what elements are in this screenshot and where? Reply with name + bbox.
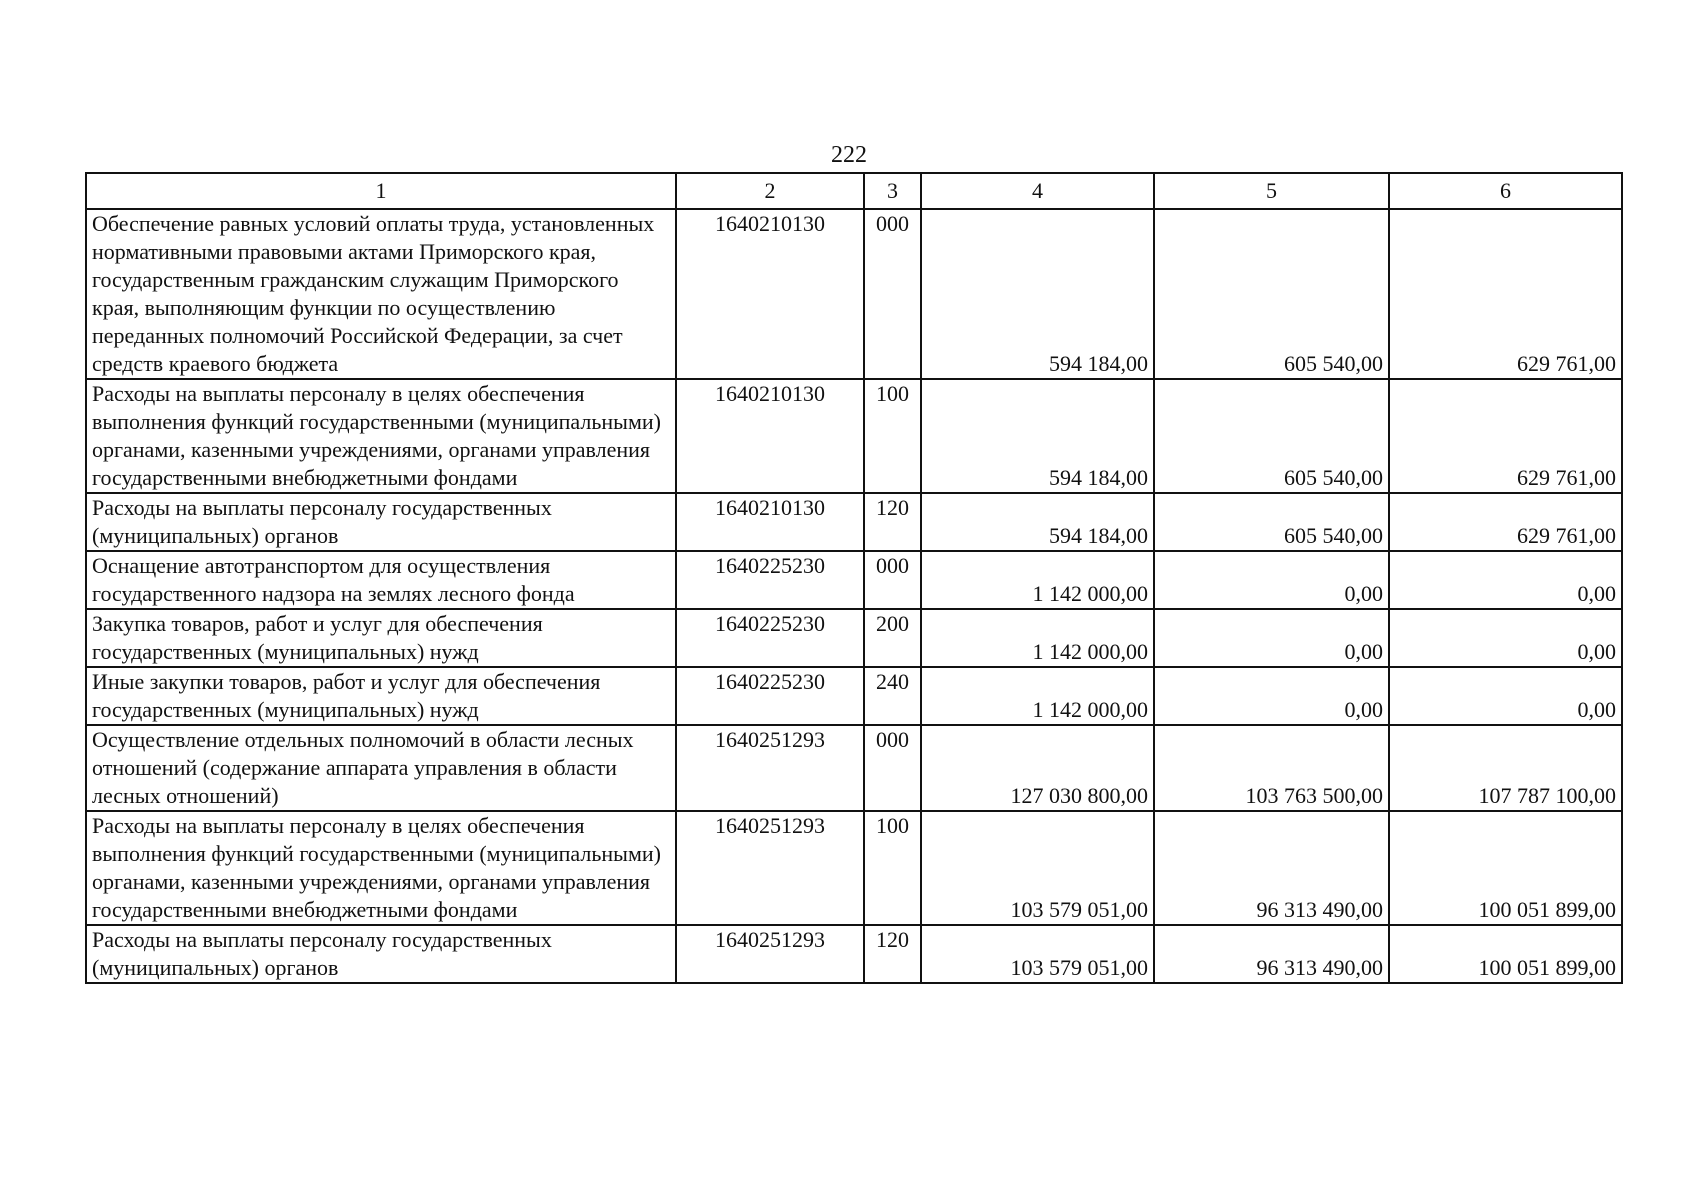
column-header-6: 6 bbox=[1389, 173, 1622, 209]
row-amount-col5: 605 540,00 bbox=[1154, 493, 1389, 551]
table-row bbox=[86, 811, 1622, 925]
row-amount-col4: 594 184,00 bbox=[921, 209, 1154, 379]
row-code: 1640210130 bbox=[676, 209, 864, 379]
row-kind: 100 bbox=[864, 811, 921, 925]
column-header-4: 4 bbox=[921, 173, 1154, 209]
row-amount-col6: 107 787 100,00 bbox=[1389, 725, 1622, 811]
row-amount-col6: 0,00 bbox=[1389, 551, 1622, 609]
row-description: Расходы на выплаты персоналу государственных (муниципальных) органов bbox=[86, 925, 676, 983]
row-amount-col4: 1 142 000,00 bbox=[921, 667, 1154, 725]
row-amount-col6: 0,00 bbox=[1389, 609, 1622, 667]
row-description: Расходы на выплаты персоналу в целях обеспечения выполнения функций государственными (муниципальными) органами, казенными учреждениями, органами управления государственными внебюджетными фондами bbox=[86, 811, 676, 925]
row-amount-col4: 1 142 000,00 bbox=[921, 609, 1154, 667]
row-amount-col5: 103 763 500,00 bbox=[1154, 725, 1389, 811]
row-amount-col6: 629 761,00 bbox=[1389, 209, 1622, 379]
row-kind: 000 bbox=[864, 725, 921, 811]
header-row bbox=[86, 173, 1622, 209]
row-description: Расходы на выплаты персоналу государственных (муниципальных) органов bbox=[86, 493, 676, 551]
row-amount-col6: 0,00 bbox=[1389, 667, 1622, 725]
row-code: 1640251293 bbox=[676, 725, 864, 811]
page-number: 222 bbox=[831, 142, 867, 168]
row-description: Закупка товаров, работ и услуг для обеспечения государственных (муниципальных) нужд bbox=[86, 609, 676, 667]
row-kind: 200 bbox=[864, 609, 921, 667]
row-amount-col4: 594 184,00 bbox=[921, 493, 1154, 551]
row-amount-col5: 96 313 490,00 bbox=[1154, 811, 1389, 925]
row-amount-col5: 605 540,00 bbox=[1154, 209, 1389, 379]
table-row bbox=[86, 551, 1622, 609]
row-amount-col4: 103 579 051,00 bbox=[921, 811, 1154, 925]
row-description: Осуществление отдельных полномочий в области лесных отношений (содержание аппарата управления в области лесных отношений) bbox=[86, 725, 676, 811]
row-amount-col4: 127 030 800,00 bbox=[921, 725, 1154, 811]
row-amount-col6: 100 051 899,00 bbox=[1389, 811, 1622, 925]
row-code: 1640225230 bbox=[676, 667, 864, 725]
row-code: 1640225230 bbox=[676, 609, 864, 667]
column-header-2: 2 bbox=[676, 173, 864, 209]
table-row bbox=[86, 725, 1622, 811]
row-amount-col5: 0,00 bbox=[1154, 551, 1389, 609]
row-code: 1640251293 bbox=[676, 811, 864, 925]
row-amount-col4: 103 579 051,00 bbox=[921, 925, 1154, 983]
table-row bbox=[86, 209, 1622, 379]
row-amount-col5: 96 313 490,00 bbox=[1154, 925, 1389, 983]
row-amount-col5: 0,00 bbox=[1154, 609, 1389, 667]
row-amount-col5: 605 540,00 bbox=[1154, 379, 1389, 493]
row-code: 1640251293 bbox=[676, 925, 864, 983]
row-description: Оснащение автотранспортом для осуществления государственного надзора на землях лесного фонда bbox=[86, 551, 676, 609]
table-row bbox=[86, 609, 1622, 667]
table-row bbox=[86, 493, 1622, 551]
row-kind: 000 bbox=[864, 551, 921, 609]
row-amount-col6: 100 051 899,00 bbox=[1389, 925, 1622, 983]
column-header-1: 1 bbox=[86, 173, 676, 209]
row-kind: 100 bbox=[864, 379, 921, 493]
row-code: 1640210130 bbox=[676, 493, 864, 551]
row-description: Иные закупки товаров, работ и услуг для обеспечения государственных (муниципальных) нужд bbox=[86, 667, 676, 725]
row-amount-col6: 629 761,00 bbox=[1389, 493, 1622, 551]
row-kind: 120 bbox=[864, 925, 921, 983]
row-amount-col4: 594 184,00 bbox=[921, 379, 1154, 493]
row-code: 1640210130 bbox=[676, 379, 864, 493]
row-amount-col5: 0,00 bbox=[1154, 667, 1389, 725]
budget-table bbox=[85, 172, 1623, 984]
row-kind: 240 bbox=[864, 667, 921, 725]
row-amount-col4: 1 142 000,00 bbox=[921, 551, 1154, 609]
row-kind: 000 bbox=[864, 209, 921, 379]
table-row bbox=[86, 379, 1622, 493]
column-header-3: 3 bbox=[864, 173, 921, 209]
column-header-5: 5 bbox=[1154, 173, 1389, 209]
row-code: 1640225230 bbox=[676, 551, 864, 609]
row-description: Расходы на выплаты персоналу в целях обеспечения выполнения функций государственными (муниципальными) органами, казенными учреждениями, органами управления государственными внебюджетными фондами bbox=[86, 379, 676, 493]
row-description: Обеспечение равных условий оплаты труда, установленных нормативными правовыми актами Приморского края, государственным гражданским служащим Приморского края, выполняющим функции по осуществлению переданных полномочий Российской Федерации, за счет средств краевого бюджета bbox=[86, 209, 676, 379]
table-row bbox=[86, 925, 1622, 983]
row-amount-col6: 629 761,00 bbox=[1389, 379, 1622, 493]
row-kind: 120 bbox=[864, 493, 921, 551]
table-row bbox=[86, 667, 1622, 725]
